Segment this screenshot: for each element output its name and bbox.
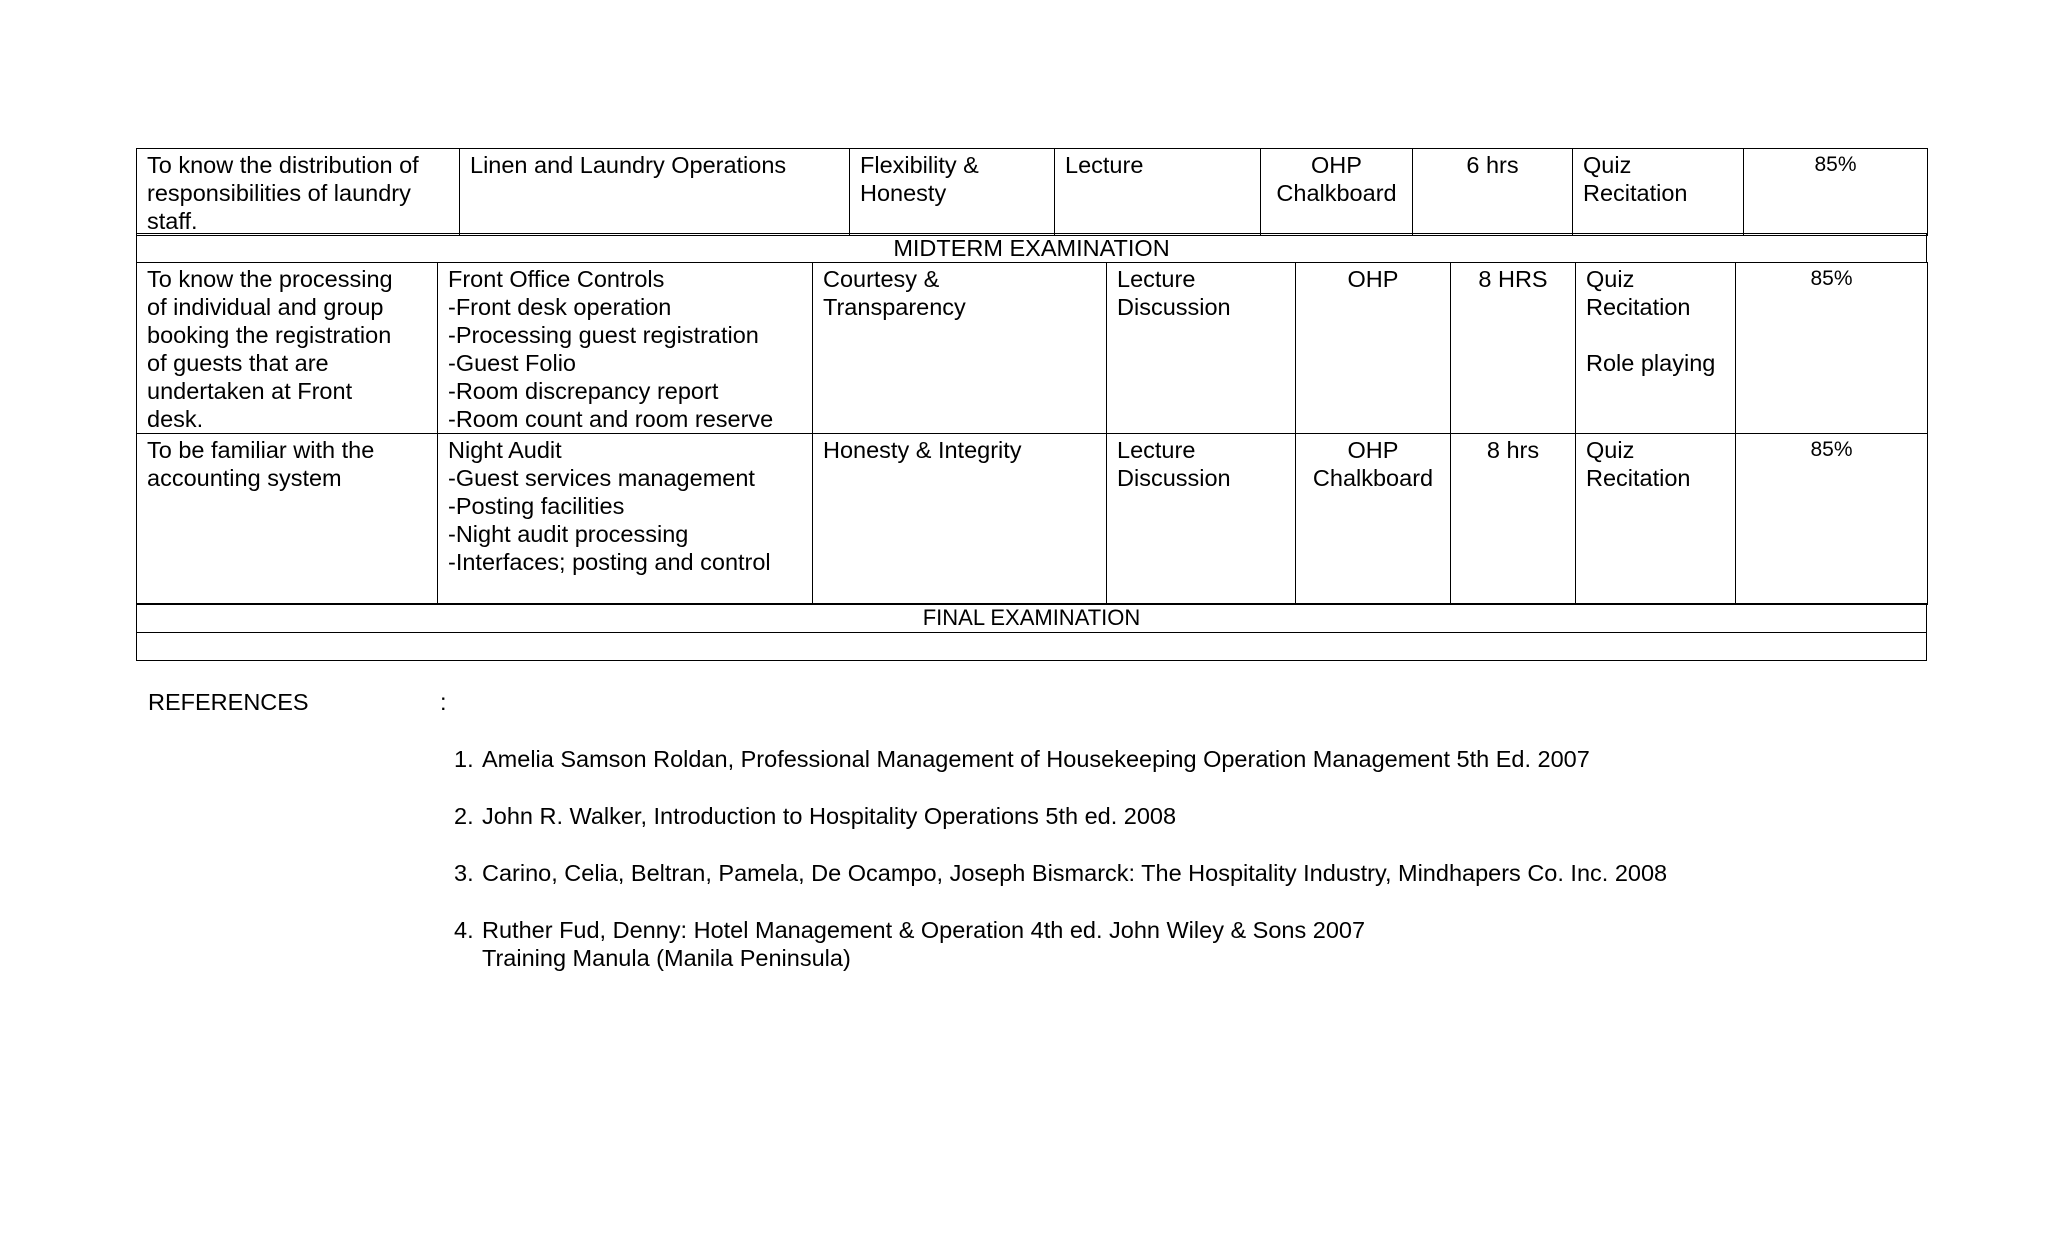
objective-cell: To know the distribution of responsibilities of laundry staff. (137, 149, 460, 236)
time-cell: 8 hrs (1451, 434, 1576, 605)
percent-cell: 85% (1736, 263, 1928, 434)
topic-cell: Night Audit -Guest services management -Posting facilities -Night audit processing -Interfaces; posting and control (438, 434, 813, 605)
table-row (137, 434, 1928, 605)
reference-item: 3. Carino, Celia, Beltran, Pamela, De Ocampo, Joseph Bismarck: The Hospitality Industry, Mindhapers Co. Inc. 2008 (454, 860, 1668, 886)
objective-cell: To be familiar with the accounting system (137, 434, 438, 605)
final-examination-label: FINAL EXAMINATION (137, 604, 1927, 633)
values-cell: Courtesy & Transparency (813, 263, 1107, 434)
blank-row (137, 633, 1927, 661)
midterm-examination-label: MIDTERM EXAMINATION (137, 234, 1927, 263)
reference-item: 1. Amelia Samson Roldan, Professional Management of Housekeeping Operation Management 5th Ed. 2007 (454, 746, 1590, 772)
time-cell: 6 hrs (1413, 149, 1573, 236)
references-colon: : (440, 689, 447, 715)
materials-cell: OHP (1296, 263, 1451, 434)
materials-cell: OHP Chalkboard (1296, 434, 1451, 605)
percent-cell: 85% (1736, 434, 1928, 605)
references-label: REFERENCES (148, 689, 309, 715)
syllabus-table-top (136, 148, 1928, 236)
strategy-cell: Lecture Discussion (1107, 434, 1296, 605)
reference-item: 4. Ruther Fud, Denny: Hotel Management & Operation 4th ed. John Wiley & Sons 2007 Training Manula (Manila Peninsula) (454, 917, 1366, 971)
values-cell: Honesty & Integrity (813, 434, 1107, 605)
midterm-banner-table (136, 233, 1927, 263)
materials-cell: OHP Chalkboard (1261, 149, 1413, 236)
assessment-cell: Quiz Recitation (1576, 434, 1736, 605)
assessment-cell: Quiz Recitation Role playing (1576, 263, 1736, 434)
reference-item: 2. John R. Walker, Introduction to Hospitality Operations 5th ed. 2008 (454, 803, 1177, 829)
final-banner-table (136, 603, 1927, 661)
topic-cell: Front Office Controls -Front desk operation -Processing guest registration -Guest Folio -Room discrepancy report -Room count and room reserve (438, 263, 813, 434)
objective-cell: To know the processing of individual and group booking the registration of guests that are undertaken at Front desk. (137, 263, 438, 434)
strategy-cell: Lecture (1055, 149, 1261, 236)
syllabus-table-middle (136, 262, 1928, 605)
strategy-cell: Lecture Discussion (1107, 263, 1296, 434)
table-row (137, 263, 1928, 434)
time-cell: 8 HRS (1451, 263, 1576, 434)
percent-cell: 85% (1744, 149, 1928, 236)
topic-cell: Linen and Laundry Operations (460, 149, 850, 236)
table-row (137, 149, 1928, 236)
values-cell: Flexibility & Honesty (850, 149, 1055, 236)
assessment-cell: Quiz Recitation (1573, 149, 1744, 236)
